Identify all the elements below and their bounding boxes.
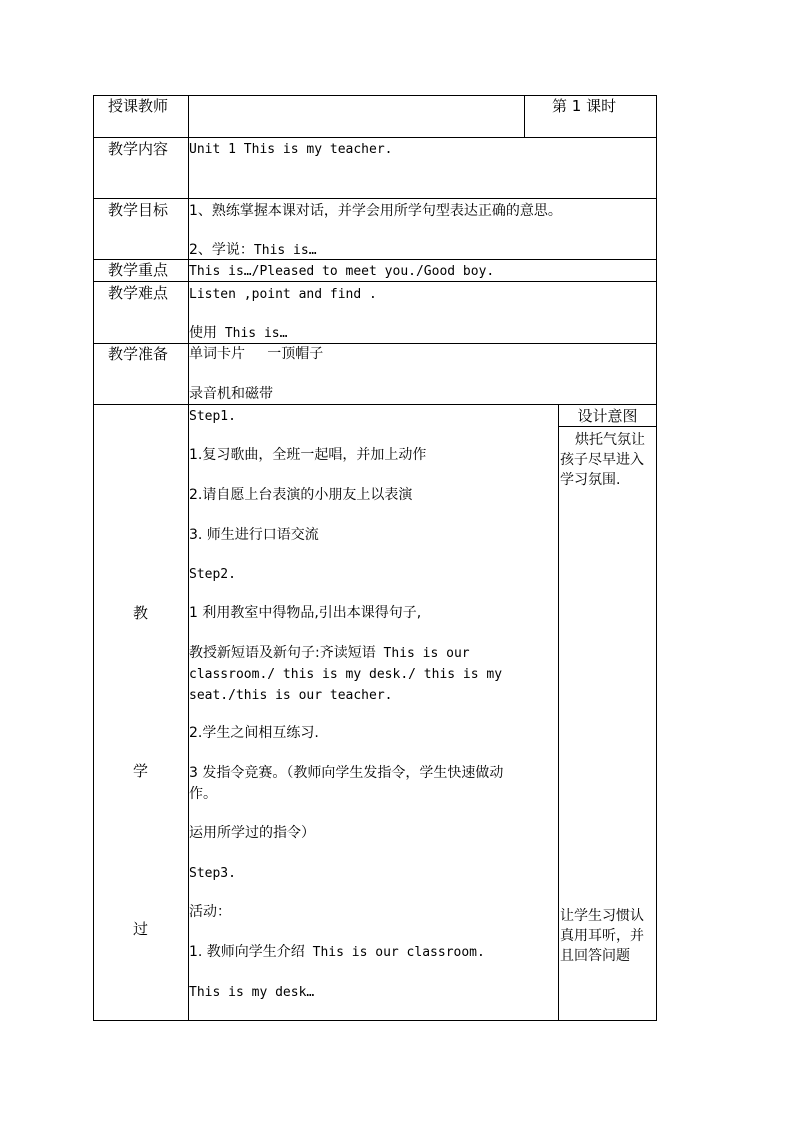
step3-item1	[189, 944, 485, 961]
lesson-cell-divider	[524, 95, 525, 138]
design-column-divider	[558, 404, 559, 1021]
label-column-divider	[188, 95, 189, 1021]
difficulties-line2-en: This is…	[217, 326, 288, 341]
step2-item1: 1 利用教室中得物品,引出本课得句子,	[189, 605, 422, 621]
design-intent-note-2: 让学生习惯认真用耳听，并且回答问题	[560, 908, 644, 964]
step1-heading: Step1.	[189, 409, 236, 424]
difficulties-line1: Listen ,point and find .	[189, 287, 377, 302]
preparation-line1: 单词卡片 一顶帽子	[189, 346, 324, 362]
step2-item3-line3: 运用所学过的指令）	[189, 825, 315, 841]
objectives-label: 教学目标	[108, 201, 169, 219]
row-divider	[93, 404, 657, 405]
step3-item1-zh: 1. 教师向学生介绍	[189, 944, 305, 960]
step1-item3: 3. 师生进行口语交流	[189, 527, 319, 543]
objectives-line1: 1、熟练掌握本课对话，并学会用所学句型表达正确的意思。	[189, 203, 562, 219]
step1-item1: 1.复习歌曲，全班一起唱，并加上动作	[189, 447, 427, 463]
row-divider	[93, 198, 657, 199]
difficulties-label: 教学难点	[108, 284, 169, 302]
step2-item1b-line3: seat./this is our teacher.	[189, 688, 393, 703]
objectives-line2	[189, 242, 317, 259]
step1-item2: 2.请自愿上台表演的小朋友上以表演	[189, 487, 413, 503]
lesson-number: 第 1 课时	[552, 97, 617, 115]
step2-item1b-line2: classroom./ this is my desk./ this is my	[189, 667, 503, 682]
content-value: Unit 1 This is my teacher.	[189, 142, 393, 157]
table-right-border	[656, 95, 657, 1021]
key-points-label: 教学重点	[108, 261, 169, 279]
step3-item2: This is my desk…	[189, 985, 315, 1000]
row-divider	[93, 343, 657, 344]
row-divider	[93, 137, 657, 138]
difficulties-line2-zh: 使用	[189, 325, 217, 341]
step2-item2: 2.学生之间相互练习.	[189, 725, 319, 741]
design-intent-header: 设计意图	[577, 407, 638, 425]
table-left-border	[93, 95, 94, 1021]
step2-item1b-line1	[189, 645, 470, 662]
table-bottom-border	[93, 1020, 657, 1021]
step2-item3-line1: 3 发指令竞赛。（教师向学生发指令，学生快速做动	[189, 765, 504, 781]
process-side-char-3: 过	[133, 920, 149, 938]
content-label: 教学内容	[108, 140, 169, 158]
step3-heading: Step3.	[189, 866, 236, 881]
step3-activity: 活动：	[189, 904, 231, 920]
design-header-divider	[558, 426, 657, 427]
objectives-line2-zh: 2、学说：	[189, 242, 254, 258]
row-divider	[93, 259, 657, 260]
step3-item1-en: This is our classroom.	[304, 945, 485, 960]
preparation-line2: 录音机和磁带	[189, 386, 273, 402]
difficulties-line2	[189, 325, 287, 342]
objectives-line2-en: This is…	[253, 243, 317, 258]
key-points-value: This is…/Pleased to meet you./Good boy.	[189, 264, 495, 279]
teacher-label: 授课教师	[108, 97, 169, 115]
step2-item1b-en1: This is our	[375, 646, 470, 661]
design-intent-note-1: 烘托气氛让孩子尽早进入学习氛围.	[560, 432, 645, 488]
step2-heading: Step2.	[189, 567, 236, 582]
step2-item1b-zh: 教授新短语及新句子:齐读短语	[189, 645, 376, 661]
row-divider	[93, 281, 657, 282]
process-side-char-1: 教	[133, 604, 149, 622]
table-top-border	[93, 95, 657, 96]
step2-item3-line2: 作。	[189, 786, 217, 802]
process-side-char-2: 学	[133, 762, 149, 780]
preparation-label: 教学准备	[108, 345, 169, 363]
